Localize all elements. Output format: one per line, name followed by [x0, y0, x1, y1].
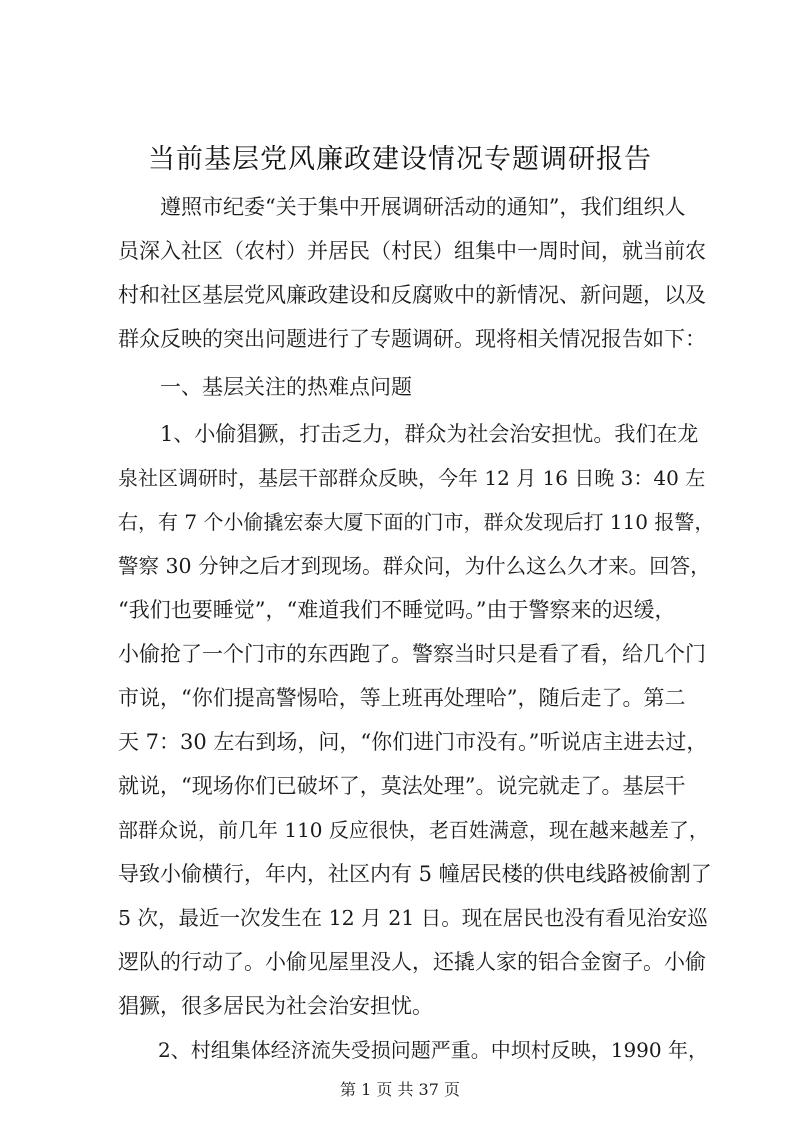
text-line: 就说，“现场你们已破坏了，莫法处理”。说完就走了。基层干 [118, 774, 686, 798]
text-line: 市说，“你们提高警惕哈，等上班再处理哈”，随后走了。第二 [118, 686, 686, 710]
text-line: 1、小偷猖獗，打击乏力，群众为社会治安担忧。我们在龙 [118, 422, 699, 446]
text-line: 村和社区基层党风廉政建设和反腐败中的新情况、新问题，以及 [118, 283, 706, 307]
text-line: “我们也要睡觉”，“难道我们不睡觉吗。”由于警察来的迟缓， [118, 598, 676, 622]
text-line: 右，有 7 个小偷撬宏泰大厦下面的门市，群众发现后打 110 报警， [118, 510, 715, 534]
text-line: 逻队的行动了。小偷见屋里没人，还撬人家的铝合金窗子。小偷 [118, 950, 706, 974]
text-line: 泉社区调研时，基层干部群众反映，今年 12 月 16 日晚 3：40 左 [118, 466, 706, 490]
text-line: 5 次，最近一次发生在 12 月 21 日。现在居民也没有看见治安巡 [118, 906, 708, 930]
text-line: 2、村组集体经济流失受损问题严重。中坝村反映，1990 年， [118, 1038, 708, 1062]
text-line: 导致小偷横行，年内，社区内有 5 幢居民楼的供电线路被偷割了 [118, 862, 712, 886]
text-line: 群众反映的突出问题进行了专题调研。现将相关情况报告如下： [118, 327, 706, 351]
text-line: 部群众说，前几年 110 反应很快，老百姓满意，现在越来越差了， [118, 818, 709, 842]
document-title: 当前基层党风廉政建设情况专题调研报告 [148, 144, 652, 175]
section-heading: 一、基层关注的热难点问题 [118, 375, 412, 399]
page-number-footer: 第 1 页 共 37 页 [340, 1080, 460, 1099]
text-line: 遵照市纪委“关于集中开展调研活动的通知”，我们组织人 [118, 195, 686, 219]
text-line: 小偷抢了一个门市的东西跑了。警察当时只是看了看，给几个门 [118, 642, 706, 666]
text-line: 猖獗，很多居民为社会治安担忧。 [118, 994, 433, 1018]
text-line: 天 7：30 左右到场，问，“你们进门市没有。”听说店主进去过， [118, 730, 708, 754]
text-line: 员深入社区（农村）并居民（村民）组集中一周时间，就当前农 [118, 239, 706, 263]
text-line: 警察 30 分钟之后才到现场。群众问，为什么这么久才来。回答， [118, 554, 711, 578]
